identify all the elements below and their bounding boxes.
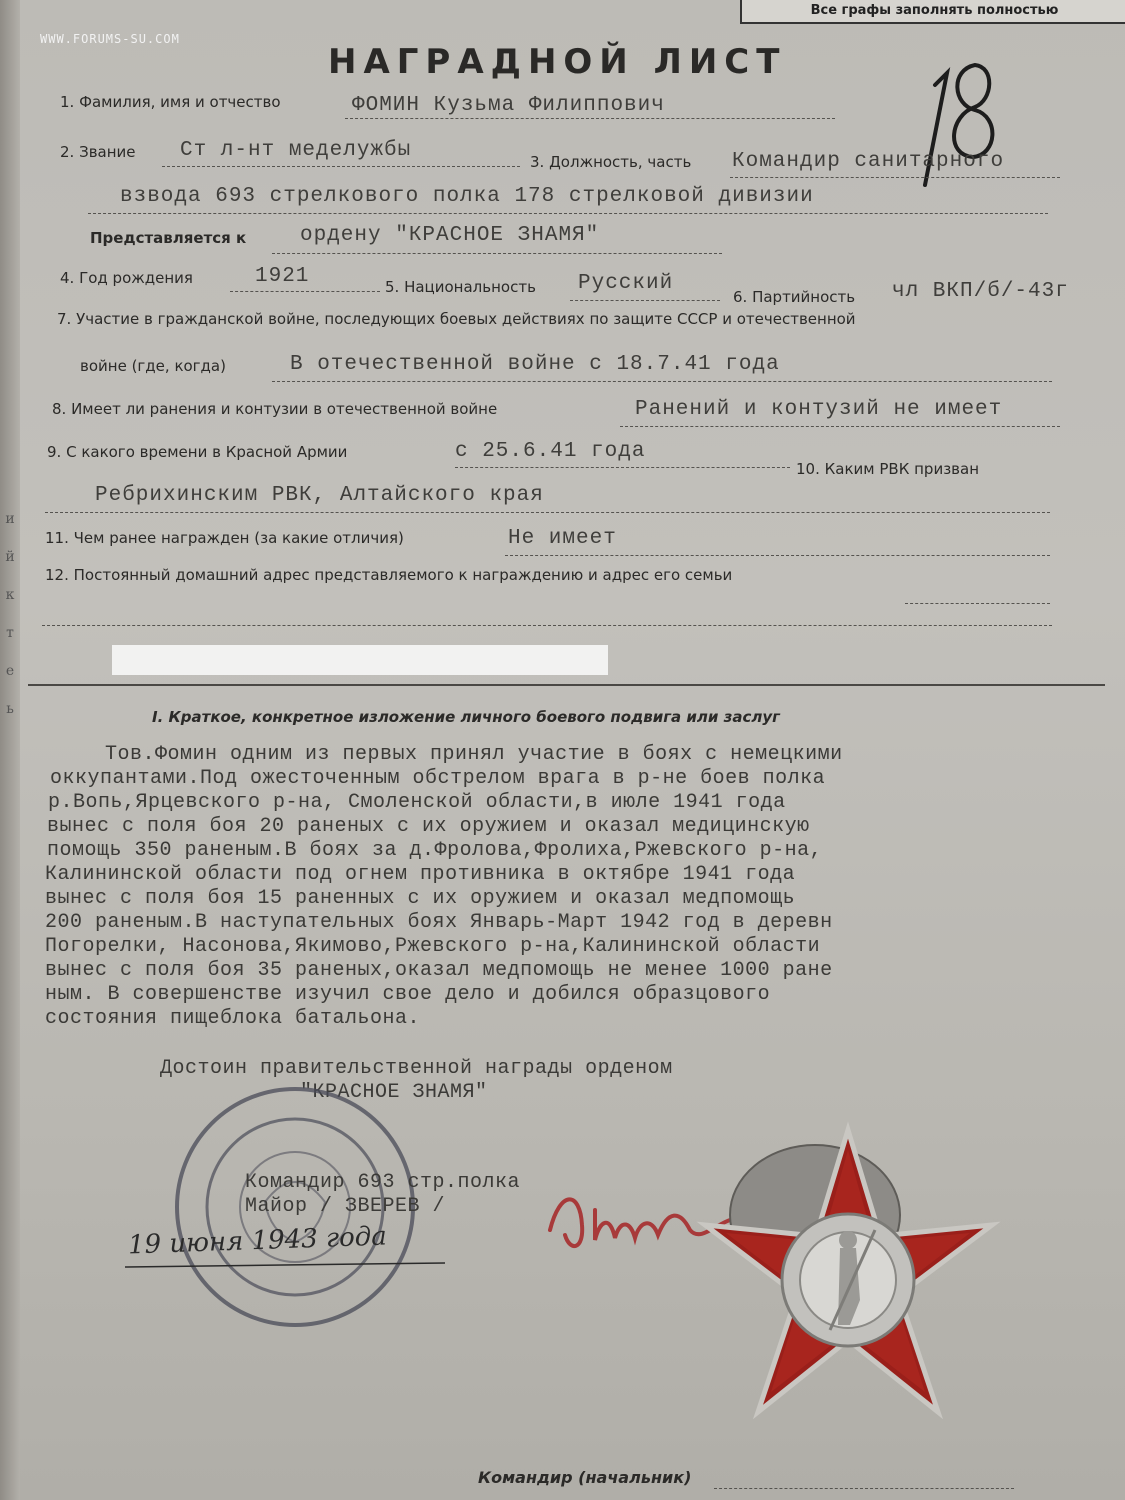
- field-6-label: 6. Партийность: [733, 288, 856, 306]
- narrative-line: вынес с поля боя 35 раненых,оказал медпомощь не менее 1000 ране: [45, 959, 833, 982]
- field-7-label-1: 7. Участие в гражданской войне, последующих боевых действиях по защите СССР и отечественной: [57, 310, 856, 328]
- narrative-line: вынес с поля боя 15 раненных с их оружием и оказал медпомощь: [45, 887, 796, 910]
- commander-label: Командир (начальник): [478, 1468, 692, 1487]
- field-8-line: [620, 426, 1060, 427]
- field-12-label: 12. Постоянный домашний адрес представляемого к награждению и адрес его семьи: [45, 566, 733, 584]
- conclusion-line: Достоин правительственной награды орденом: [160, 1057, 673, 1080]
- presented-label: Представляется к: [90, 229, 247, 247]
- field-4-line: [230, 291, 380, 292]
- field-12-line-2: [42, 625, 1052, 626]
- field-5-label: 5. Национальность: [385, 278, 536, 296]
- presented-value: ордену "КРАСНОЕ ЗНАМЯ": [300, 224, 600, 247]
- field-9-value: с 25.6.41 года: [455, 440, 646, 463]
- redacted-address: [112, 645, 608, 675]
- field-3-value-2: взвода 693 стрелкового полка 178 стрелковой дивизии: [120, 185, 814, 208]
- commander-name: Майор / ЗВЕРЕВ /: [245, 1195, 446, 1218]
- field-7-label-2: войне (где, когда): [80, 357, 226, 375]
- adjacent-page-edge: [0, 0, 20, 1500]
- presented-line: [272, 253, 722, 254]
- narrative-line: оккупантами.Под ожесточенным обстрелом врага в р-не боев полка: [50, 767, 826, 790]
- field-8-value: Ранений и контузий не имеет: [635, 398, 1003, 421]
- field-11-value: Не имеет: [508, 527, 617, 550]
- narrative-line: Погорелки, Насонова,Якимово,Ржевского р-на,Калининской области: [45, 935, 821, 958]
- field-11-label: 11. Чем ранее награжден (за какие отличия): [45, 529, 404, 547]
- field-8-label: 8. Имеет ли ранения и контузии в отечественной войне: [52, 400, 498, 418]
- field-10-line: [45, 512, 1050, 513]
- conclusion-order: "КРАСНОЕ ЗНАМЯ": [300, 1081, 488, 1104]
- section-divider: [28, 684, 1105, 686]
- field-1-label: 1. Фамилия, имя и отчество: [60, 93, 281, 111]
- field-7-value: В отечественной войне с 18.7.41 года: [290, 353, 780, 376]
- field-1-line: [345, 118, 835, 119]
- document-title: НАГРАДНОЙ ЛИСТ: [328, 42, 787, 82]
- field-3-label: 3. Должность, часть: [530, 153, 692, 171]
- adjacent-page-letters: и й к т е ь: [5, 511, 15, 717]
- handwritten-number: [905, 45, 1005, 155]
- field-4-value: 1921: [255, 265, 310, 288]
- field-9-label: 9. С какого времени в Красной Армии: [47, 443, 348, 461]
- field-10-value: Ребрихинским РВК, Алтайского края: [95, 484, 544, 507]
- red-star-medal: [700, 1130, 1040, 1450]
- field-2-line: [162, 166, 520, 167]
- narrative-line: р.Вопь,Ярцевского р-на, Смоленской области,в июле 1941 года: [48, 791, 786, 814]
- section-title: I. Краткое, конкретное изложение личного боевого подвига или заслуг: [152, 708, 780, 726]
- narrative-line: состояния пищеблока батальона.: [45, 1007, 421, 1030]
- field-6-value: чл ВКП/б/-43г: [892, 280, 1069, 303]
- narrative-line: Калининской области под огнем противника в октябре 1941 года: [45, 863, 796, 886]
- field-5-value: Русский: [578, 272, 674, 295]
- field-3-value-1: Командир санитарного: [732, 150, 1005, 173]
- field-10-label: 10. Каким РВК призван: [796, 460, 980, 478]
- narrative-line: Тов.Фомин одним из первых принял участие в боях с немецкими: [105, 743, 843, 766]
- field-1-value: ФОМИН Кузьма Филиппович: [352, 94, 665, 117]
- commander-title: Командир 693 стр.полка: [245, 1171, 521, 1194]
- field-2-value: Ст л-нт меделужбы: [180, 139, 412, 162]
- header-note: Все графы заполнять полностью: [740, 0, 1125, 24]
- field-11-line: [505, 555, 1050, 556]
- field-4-label: 4. Год рождения: [60, 269, 193, 287]
- field-12-line: [905, 603, 1050, 604]
- field-7-line: [272, 381, 1052, 382]
- narrative-line: ным. В совершенстве изучил свое дело и добился образцового: [45, 983, 771, 1006]
- field-9-line: [455, 467, 790, 468]
- handwritten-date: 19 июня 1943 года: [127, 1221, 388, 1261]
- field-5-line: [570, 300, 720, 301]
- field-3-line-2: [88, 213, 1048, 214]
- narrative-line: 200 раненым.В наступательных боях Январь-Март 1942 год в деревн: [45, 911, 833, 934]
- narrative-line: вынес с поля боя 20 раненых с их оружием и оказал медицинскую: [47, 815, 810, 838]
- commander-line: [714, 1488, 1014, 1489]
- field-2-label: 2. Звание: [60, 143, 136, 161]
- narrative-line: помощь 350 раненым.В боях за д.Фролова,Фролиха,Ржевского р-на,: [47, 839, 823, 862]
- watermark: WWW.FORUMS-SU.COM: [40, 32, 180, 46]
- field-3-line: [730, 177, 1060, 178]
- date-underline: [125, 1262, 455, 1272]
